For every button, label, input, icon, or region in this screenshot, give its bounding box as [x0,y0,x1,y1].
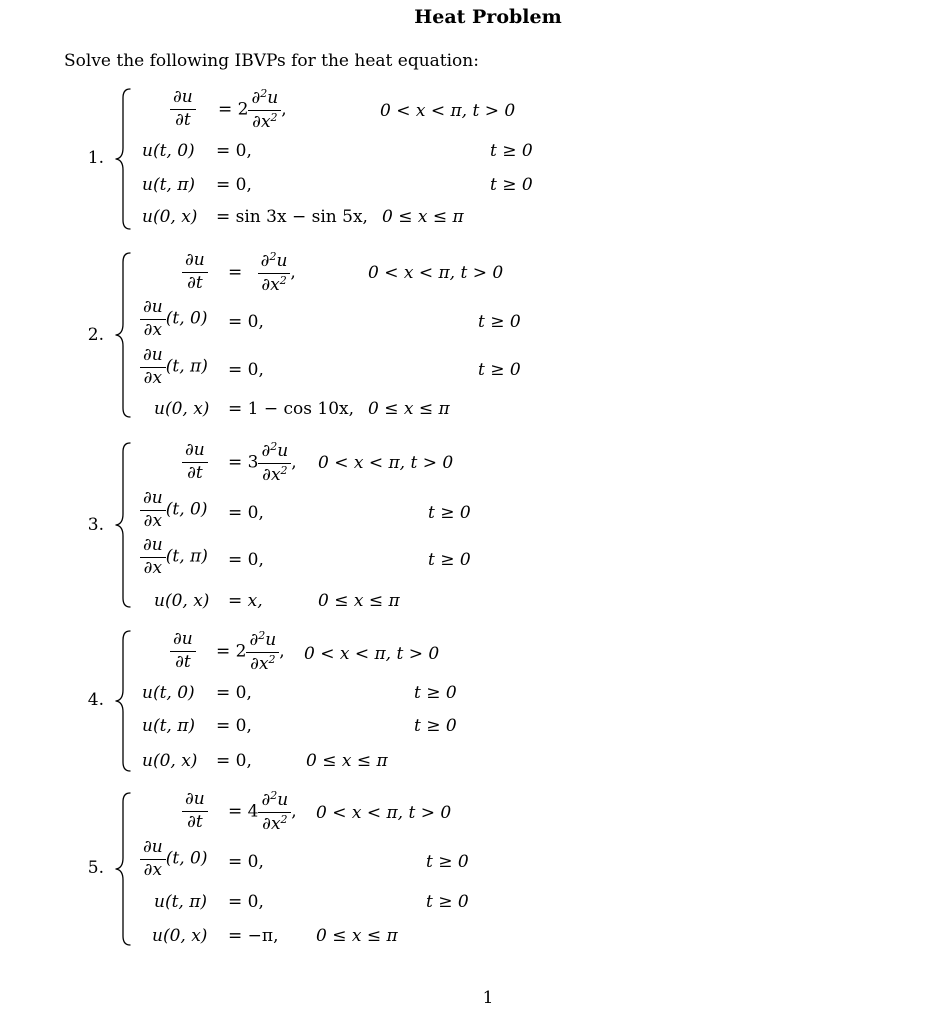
left-brace [112,88,134,230]
ic-lhs: u(0, x) [154,399,210,419]
left-brace [112,792,134,946]
bc2-lhs: u(t, π) [154,892,208,912]
ic-condition: 0 ≤ x ≤ π [368,399,450,419]
bc2-rhs: = 0, [216,175,252,195]
bc1-condition: t ≥ 0 [478,312,521,332]
bc1-lhs: u(t, 0) [142,141,195,161]
bc2-rhs: = 0, [228,550,264,570]
ic-lhs: u(0, x) [152,926,208,946]
pde-lhs: $\frac{\partial u}{\partial t}$ [170,88,196,130]
pde-rhs: = 2 $\frac{\partial^2u}{\partial x^2}$ , [218,87,287,132]
ic-rhs: = sin 3x − sin 5x, [216,207,368,227]
left-brace [112,630,134,772]
pde-condition: 0 < x < π, t > 0 [304,644,440,664]
ic-condition: 0 ≤ x ≤ π [382,207,464,227]
page-title: Heat Problem [414,6,562,28]
bc1-condition: t ≥ 0 [428,503,471,523]
ic-lhs: u(0, x) [142,751,198,771]
bc1-condition: t ≥ 0 [490,141,533,161]
pde-lhs: $\frac{\partial u}{\partial t}$ [182,790,208,832]
ic-rhs: = −π, [228,926,279,946]
ic-condition: 0 ≤ x ≤ π [318,591,400,611]
bc1-condition: t ≥ 0 [426,852,469,872]
ic-rhs: = x, [228,591,263,611]
page-number: 1 [482,988,494,1008]
bc2-condition: t ≥ 0 [478,360,521,380]
bc2-condition: t ≥ 0 [414,716,457,736]
bc1-rhs: = 0, [228,852,264,872]
bc2-lhs: $\frac{\partial u}{\partial x}$ (t, π) [140,346,208,388]
pde-condition: 0 < x < π, t > 0 [380,101,516,121]
left-brace [112,442,134,608]
bc1-lhs: u(t, 0) [142,683,195,703]
bc2-lhs: $\frac{\partial u}{\partial x}$ (t, π) [140,536,208,578]
problem-number: 5. [87,858,104,878]
bc2-rhs: = 0, [216,716,252,736]
bc1-rhs: = 0, [216,683,252,703]
ic-lhs: u(0, x) [142,207,198,227]
ic-condition: 0 ≤ x ≤ π [306,751,388,771]
bc1-condition: t ≥ 0 [414,683,457,703]
problem-number: 1. [87,148,104,168]
pde-condition: 0 < x < π, t > 0 [368,263,504,283]
pde-lhs: $\frac{\partial u}{\partial t}$ [170,630,196,672]
bc2-condition: t ≥ 0 [490,175,533,195]
bc1-lhs: $\frac{\partial u}{\partial x}$ (t, 0) [140,838,207,880]
bc1-rhs: = 0, [216,141,252,161]
pde-condition: 0 < x < π, t > 0 [318,453,454,473]
bc2-rhs: = 0, [228,892,264,912]
pde-lhs: $\frac{\partial u}{\partial t}$ [182,441,208,483]
bc2-condition: t ≥ 0 [428,550,471,570]
pde-lhs: $\frac{\partial u}{\partial t}$ [182,251,208,293]
ic-lhs: u(0, x) [154,591,210,611]
bc1-rhs: = 0, [228,312,264,332]
pde-condition: 0 < x < π, t > 0 [316,803,452,823]
bc2-rhs: = 0, [228,360,264,380]
pde-rhs: = 4 $\frac{\partial^2u}{\partial x^2}$ , [228,789,297,834]
ic-condition: 0 ≤ x ≤ π [316,926,398,946]
left-brace [112,252,134,418]
pde-rhs: = $\frac{\partial^2u}{\partial x^2}$ , [228,250,296,295]
problem-number: 3. [87,515,104,535]
bc2-condition: t ≥ 0 [426,892,469,912]
ic-rhs: = 1 − cos 10x, [228,399,355,419]
bc1-lhs: $\frac{\partial u}{\partial x}$ (t, 0) [140,489,207,531]
problem-number: 4. [87,690,104,710]
bc2-lhs: u(t, π) [142,175,196,195]
bc2-lhs: u(t, π) [142,716,196,736]
problem-number: 2. [87,325,104,345]
bc1-lhs: $\frac{\partial u}{\partial x}$ (t, 0) [140,298,207,340]
pde-rhs: = 2 $\frac{\partial^2u}{\partial x^2}$ , [216,629,285,674]
bc1-rhs: = 0, [228,503,264,523]
intro-text: Solve the following IBVPs for the heat equation: [64,51,479,71]
pde-rhs: = 3 $\frac{\partial^2u}{\partial x^2}$ , [228,440,297,485]
ic-rhs: = 0, [216,751,252,771]
